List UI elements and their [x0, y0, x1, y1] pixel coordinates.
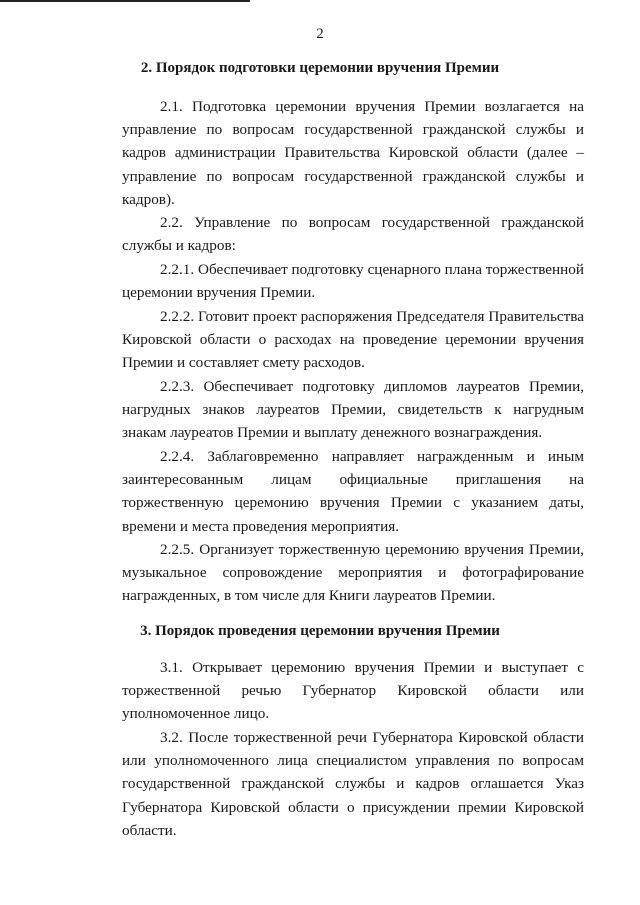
section-2-heading: 2. Порядок подготовки церемонии вручения Премии — [140, 60, 500, 76]
paragraph-2-2-4: 2.2.4. Заблаговременно направляет награжденным и иным заинтересованным лицам официальные приглашения на торжественную церемонию вручения Премии с указанием даты, времени и места проведения мероприятия. — [122, 448, 584, 535]
paragraph-2-2-5: 2.2.5. Организует торжественную церемонию вручения Премии, музыкальное сопровождение мероприятия и фотографирование награжденных, в том числе для Книги лауреатов Премии. — [122, 541, 584, 605]
paragraph-2-2-3: 2.2.3. Обеспечивает подготовку дипломов лауреатов Премии, нагрудных знаков лауреатов Премии, свидетельств к нагрудным знакам лауреатов Премии и выплату денежного вознаграждения. — [122, 378, 584, 442]
paragraph-3-2: 3.2. После торжественной речи Губернатора Кировской области или уполномоченного лица специалистом управления по вопросам государственной гражданской службы и кадров оглашается Указ Губернатора Кировской области о присуждении премии Кировской области. — [122, 729, 584, 839]
paragraph-2-2: 2.2. Управление по вопросам государственной гражданской службы и кадров: — [122, 214, 584, 255]
section-3-heading: 3. Порядок проведения церемонии вручения Премии — [140, 623, 500, 639]
paragraph-2-1: 2.1. Подготовка церемонии вручения Премии возлагается на управление по вопросам государственной гражданской службы и кадров администрации Правительства Кировской области (далее – управление по вопросам государственной гражданской службы и кадров). — [122, 98, 584, 208]
top-border-line — [0, 0, 250, 2]
paragraph-3-1: 3.1. Открывает церемонию вручения Премии и выступает с торжественной речью Губернатор Кировской области или уполномоченное лицо. — [122, 659, 584, 723]
paragraph-2-2-1: 2.2.1. Обеспечивает подготовку сценарного плана торжественной церемонии вручения Премии. — [122, 261, 584, 302]
page-number: 2 — [316, 26, 324, 42]
paragraph-2-2-2: 2.2.2. Готовит проект распоряжения Председателя Правительства Кировской области о расходах на проведение церемонии вручения Премии и составляет смету расходов. — [122, 308, 584, 372]
